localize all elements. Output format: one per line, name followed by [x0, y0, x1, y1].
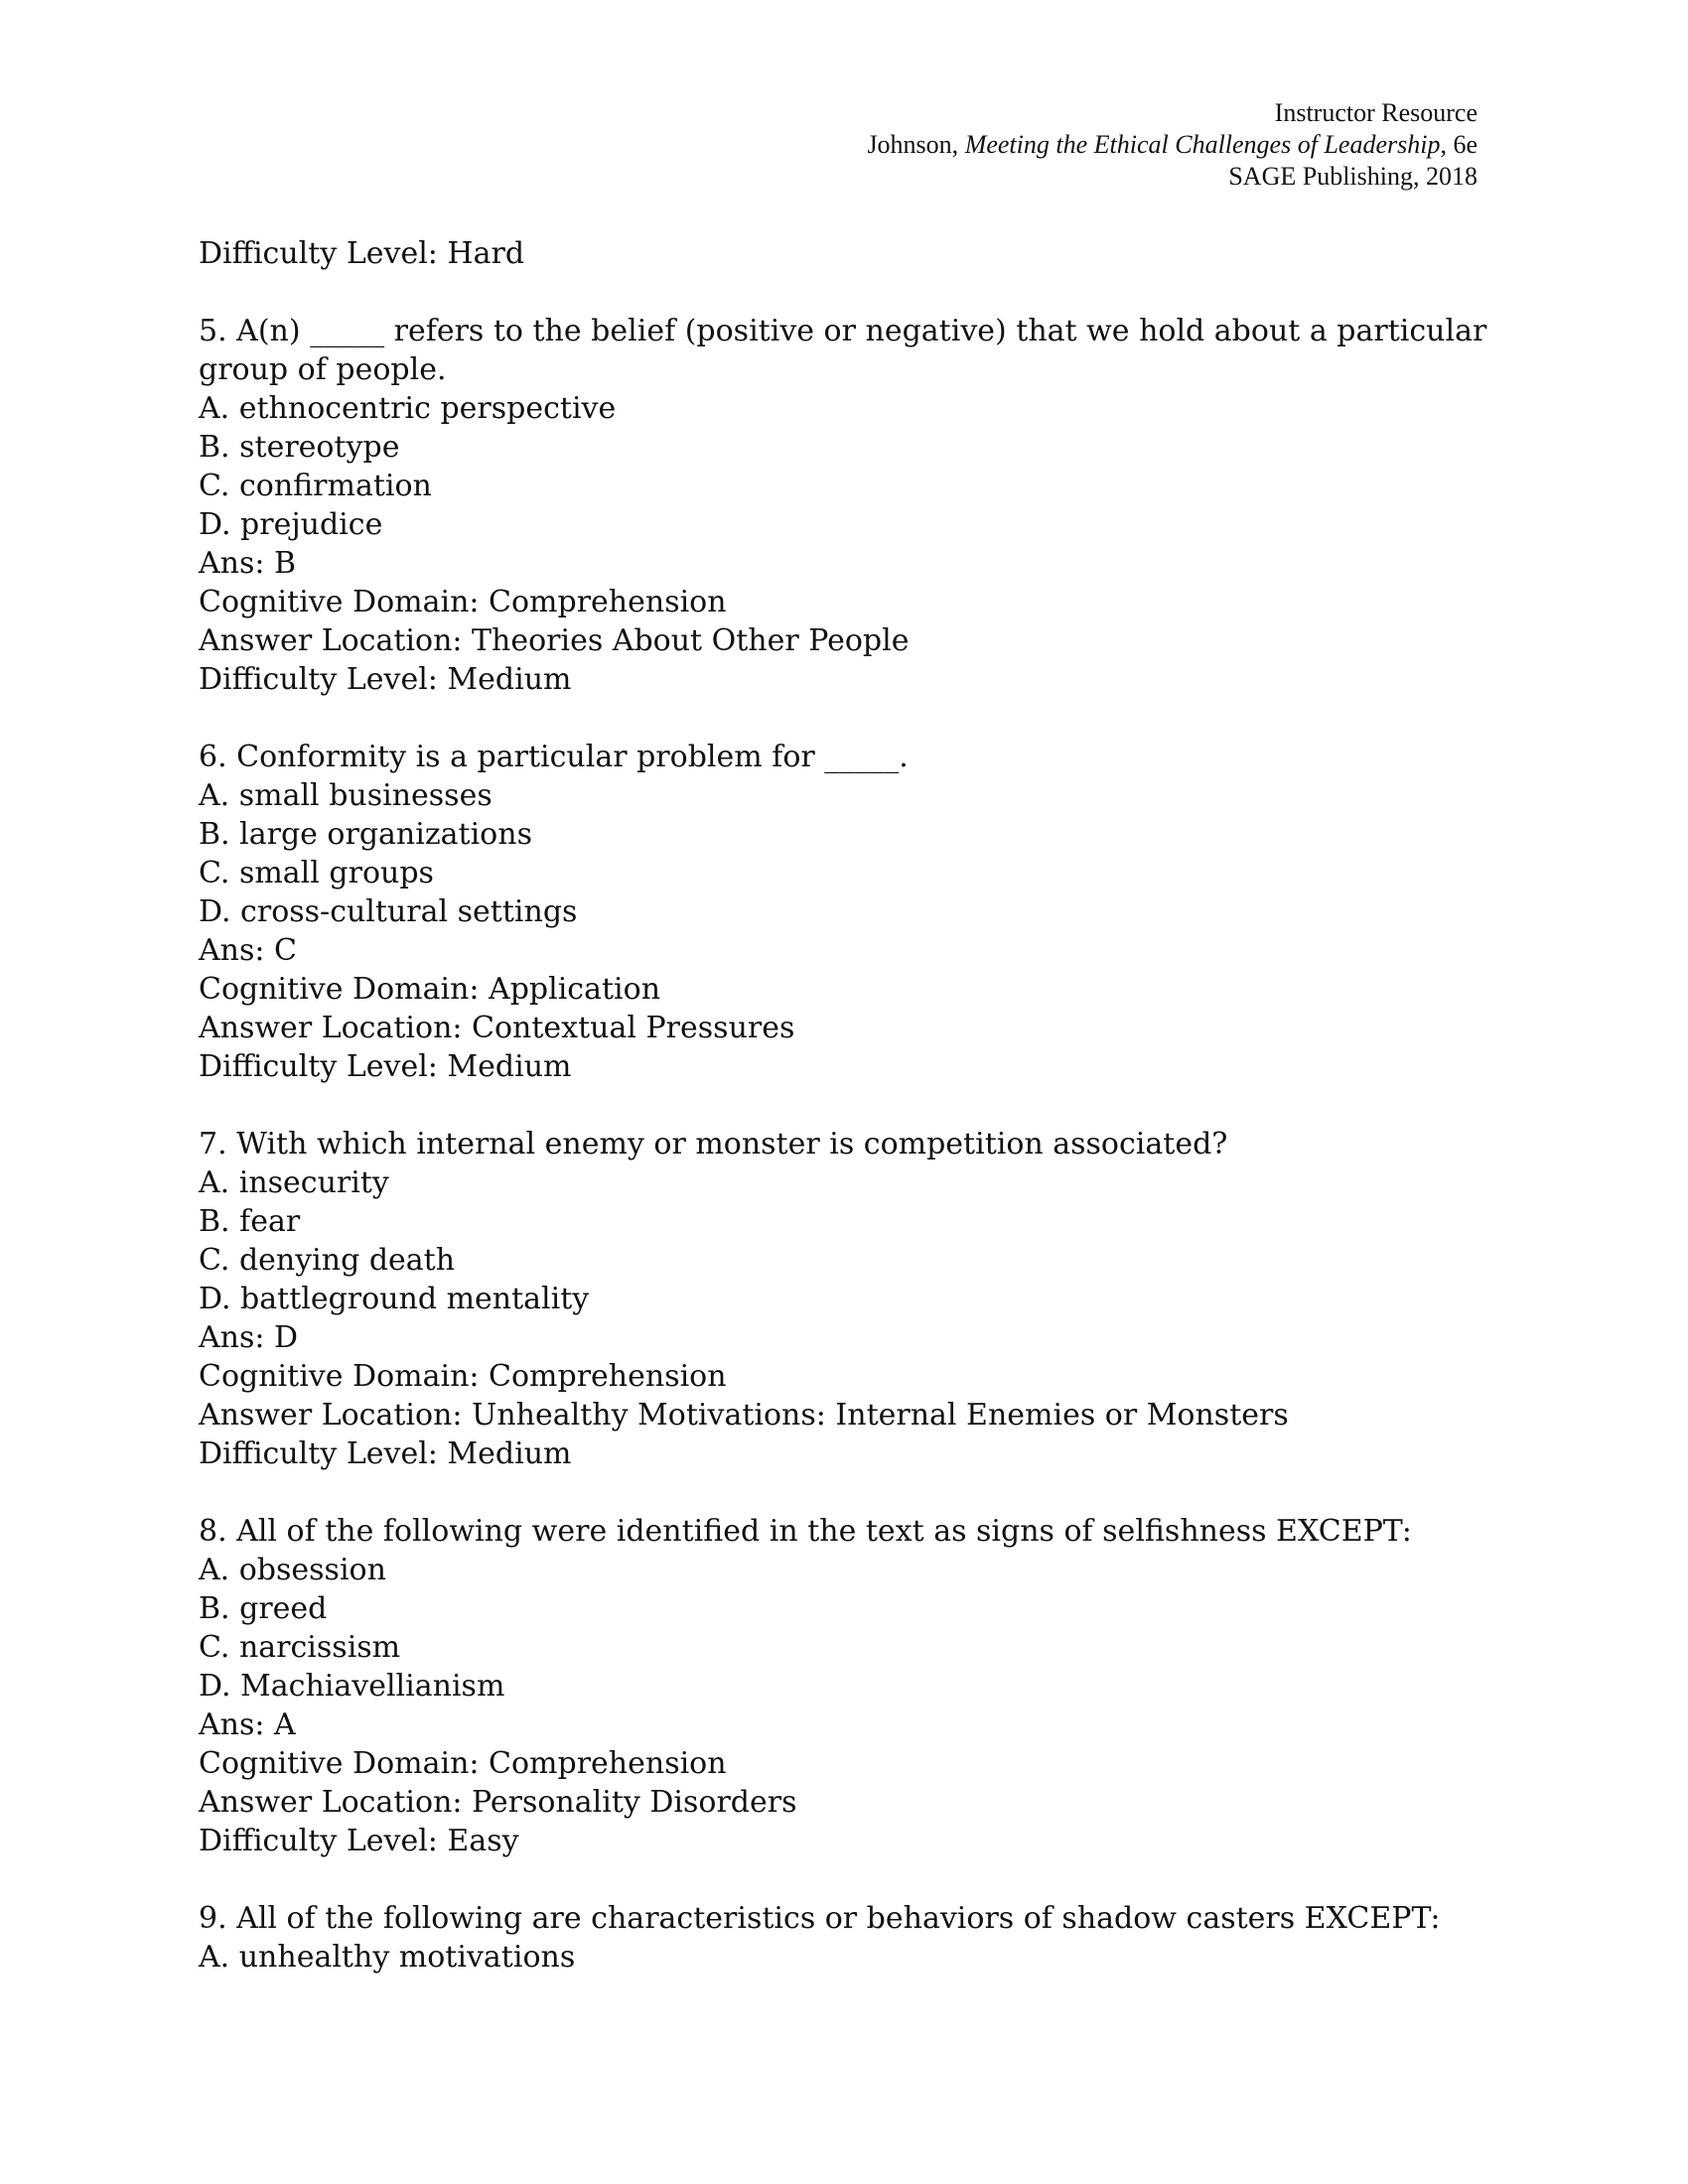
answer-option: A. small businesses	[199, 778, 492, 813]
answer-option: A. insecurity	[199, 1165, 389, 1200]
cognitive-domain: Cognitive Domain: Comprehension	[199, 1359, 727, 1394]
cognitive-domain: Cognitive Domain: Comprehension	[199, 585, 727, 619]
answer-location: Answer Location: Theories About Other People	[199, 623, 910, 658]
answer-option: B. fear	[199, 1204, 301, 1239]
prev-difficulty: Difficulty Level: Hard	[199, 236, 525, 271]
header-author: Johnson,	[867, 130, 965, 159]
answer-location: Answer Location: Unhealthy Motivations: Internal Enemies or Monsters	[199, 1398, 1289, 1433]
cognitive-domain: Cognitive Domain: Comprehension	[199, 1746, 727, 1781]
answer-option: D. cross-cultural settings	[199, 894, 578, 929]
question-stem: 8. All of the following were identified in the text as signs of selfishness EXCEPT:	[199, 1514, 1412, 1549]
cognitive-domain: Cognitive Domain: Application	[199, 972, 661, 1007]
difficulty-level: Difficulty Level: Easy	[199, 1824, 519, 1858]
answer-key: Ans: B	[199, 546, 297, 581]
question-stem: 7. With which internal enemy or monster is competition associated?	[199, 1127, 1228, 1161]
difficulty-level: Difficulty Level: Medium	[199, 1049, 572, 1084]
answer-location: Answer Location: Contextual Pressures	[199, 1011, 795, 1045]
header-book-line	[867, 129, 1477, 161]
answer-key: Ans: C	[199, 933, 297, 968]
answer-option: D. Machiavellianism	[199, 1669, 505, 1704]
answer-option: C. narcissism	[199, 1630, 401, 1665]
header-resource-line: Instructor Resource	[1274, 98, 1477, 127]
question-block	[199, 312, 1489, 699]
answer-option: B. greed	[199, 1591, 328, 1626]
header-book-title: Meeting the Ethical Challenges of Leadership	[964, 130, 1441, 159]
header-publisher-line: SAGE Publishing, 2018	[1228, 162, 1477, 191]
answer-key: Ans: D	[199, 1320, 299, 1355]
answer-option: B. large organizations	[199, 817, 532, 852]
difficulty-level: Difficulty Level: Medium	[199, 1436, 572, 1471]
question-bank	[199, 234, 1489, 1977]
question-block	[199, 1125, 1489, 1473]
answer-location: Answer Location: Personality Disorders	[199, 1785, 797, 1820]
question-block	[199, 1899, 1489, 1977]
question-block	[199, 738, 1489, 1086]
answer-option: A. unhealthy motivations	[199, 1940, 576, 1975]
question-stem: 9. All of the following are characteristics or behaviors of shadow casters EXCEPT:	[199, 1901, 1441, 1936]
page-header	[867, 97, 1477, 193]
header-edition: , 6e	[1440, 130, 1477, 159]
question-block	[199, 1512, 1489, 1860]
answer-option: A. ethnocentric perspective	[199, 391, 617, 426]
answer-option: D. battleground mentality	[199, 1282, 590, 1316]
difficulty-level: Difficulty Level: Medium	[199, 662, 572, 697]
answer-option: C. small groups	[199, 856, 434, 890]
answer-option: A. obsession	[199, 1553, 386, 1587]
answer-option: D. prejudice	[199, 507, 383, 542]
answer-option: C. confirmation	[199, 469, 432, 503]
question-stem: 5. A(n) _____ refers to the belief (positive or negative) that we hold about a particular group of people.	[199, 314, 1487, 387]
answer-option: C. denying death	[199, 1243, 456, 1278]
answer-option: B. stereotype	[199, 430, 400, 465]
question-stem: 6. Conformity is a particular problem for _____.	[199, 740, 909, 774]
answer-key: Ans: A	[199, 1707, 296, 1742]
